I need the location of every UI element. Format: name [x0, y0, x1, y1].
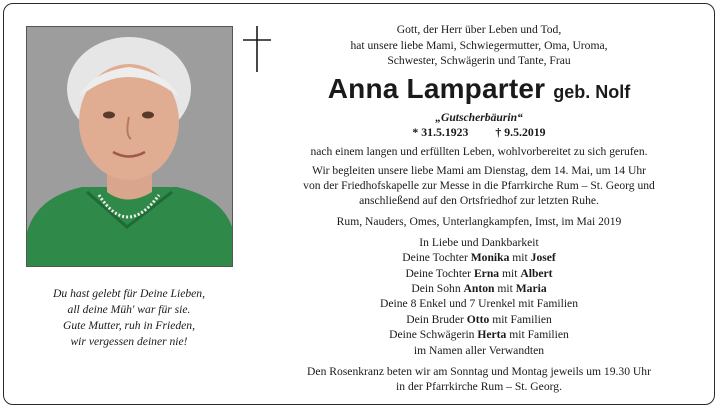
passing-text: nach einem langen und erfüllten Leben, wohlvorbereitet zu sich gerufen. — [310, 144, 648, 158]
birth-date: * 31.5.1923 — [412, 124, 469, 139]
verse-line: Gott, der Herr über Leben und Tod, — [396, 23, 562, 36]
obituary-text — [252, 22, 706, 394]
life-dates — [252, 125, 706, 140]
funeral-announcement — [252, 163, 706, 208]
verse-line: hat unsere liebe Mami, Schwiegermutter, Oma, Uroma, — [350, 38, 608, 52]
family-member: Deine Tochter Erna mit Albert — [405, 266, 553, 280]
funeral-line: von der Friedhofskapelle zur Messe in die Pfarrkirche Rum – St. Georg und — [303, 178, 655, 192]
death-date: † 9.5.2019 — [495, 124, 546, 139]
nickname: „Gutscherbäurin“ — [435, 110, 523, 124]
deceased-name-line — [252, 72, 706, 111]
family-member: im Namen aller Verwandten — [413, 343, 545, 357]
family-intro: In Liebe und Dankbarkeit — [419, 235, 539, 249]
poem-line: Gute Mutter, ruh in Frieden, — [62, 319, 196, 332]
poem-line: all deine Müh' war für sie. — [67, 303, 191, 316]
family-member: Deine Schwägerin Herta mit Familien — [389, 328, 569, 342]
opening-verse — [252, 22, 706, 69]
funeral-line: Wir begleiten unsere liebe Mami am Dienstag, dem 14. Mai, um 14 Uhr — [311, 163, 647, 177]
verse-line: Schwester, Schwägerin und Tante, Frau — [387, 54, 571, 68]
rosary-line: in der Pfarrkirche Rum – St. Georg. — [396, 380, 562, 394]
memorial-poem — [18, 286, 240, 350]
family-member: Dein Sohn Anton mit Maria — [411, 282, 547, 295]
funeral-line: anschließend auf den Ortsfriedhof zur letzten Ruhe. — [359, 193, 599, 207]
rosary-announcement — [252, 364, 706, 394]
birth-name: geb. Nolf — [553, 81, 631, 102]
rosary-line: Den Rosenkranz beten wir am Sonntag und Montag jeweils um 19.30 Uhr — [307, 365, 651, 379]
deceased-name: Anna Lamparter — [327, 72, 546, 104]
family-member: Deine 8 Enkel und 7 Urenkel mit Familien — [379, 297, 579, 311]
family-member: Deine Tochter Monika mit Josef — [402, 251, 556, 265]
portrait-photo — [26, 26, 233, 267]
place-date: Rum, Nauders, Omes, Unterlangkampfen, Imst, im Mai 2019 — [336, 214, 622, 228]
poem-line: wir vergessen deiner nie! — [70, 335, 188, 348]
family-list — [252, 235, 706, 358]
family-member: Dein Bruder Otto mit Familien — [406, 312, 552, 326]
poem-line: Du hast gelebt für Deine Lieben, — [53, 287, 205, 300]
